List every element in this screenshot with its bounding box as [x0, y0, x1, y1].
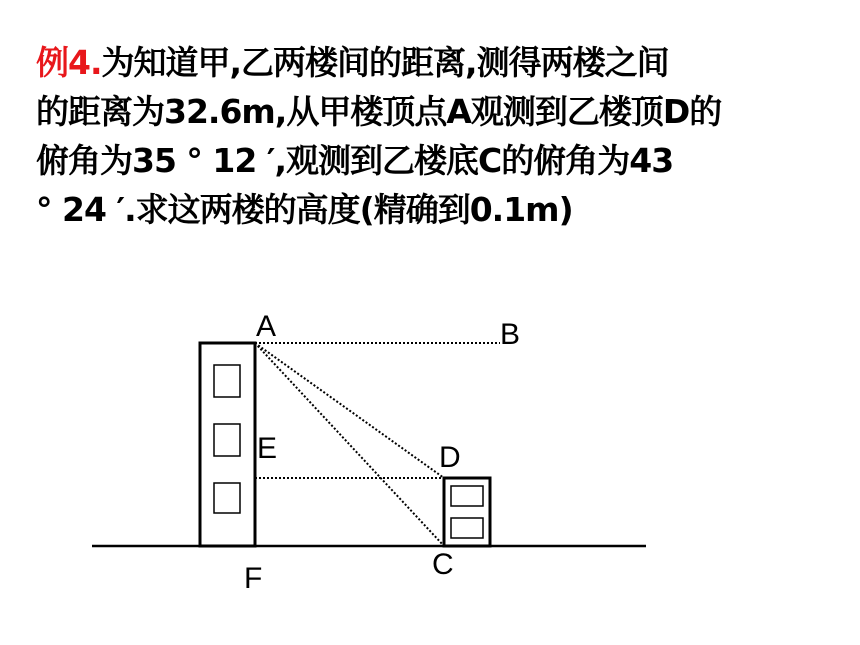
example-label: 例4. — [36, 43, 102, 82]
problem-line-1: 例4.为知道甲,乙两楼间的距离,测得两楼之间 — [36, 43, 669, 82]
problem-line-4: ° 24 ′.求这两楼的高度(精确到0.1m) — [36, 190, 573, 229]
tall-building-window-1 — [214, 365, 240, 397]
line-AD — [255, 343, 444, 478]
short-building-window-2 — [451, 518, 483, 538]
problem-line-2: 的距离为32.6m,从甲楼顶点A观测到乙楼顶D的 — [36, 92, 722, 131]
problem-line-3: 俯角为35 ° 12 ′,观测到乙楼底C的俯角为43 — [36, 141, 674, 180]
tall-building-window-2 — [214, 424, 240, 456]
tall-building — [200, 343, 255, 546]
point-label-A: A — [256, 310, 277, 343]
point-label-E: E — [257, 432, 278, 465]
short-building-window-1 — [451, 486, 483, 506]
line-AC — [255, 343, 444, 546]
point-label-B: B — [500, 318, 521, 351]
point-label-C: C — [432, 548, 454, 581]
tall-building-window-3 — [214, 483, 240, 513]
point-label-F: F — [244, 562, 263, 595]
point-label-D: D — [439, 441, 461, 474]
